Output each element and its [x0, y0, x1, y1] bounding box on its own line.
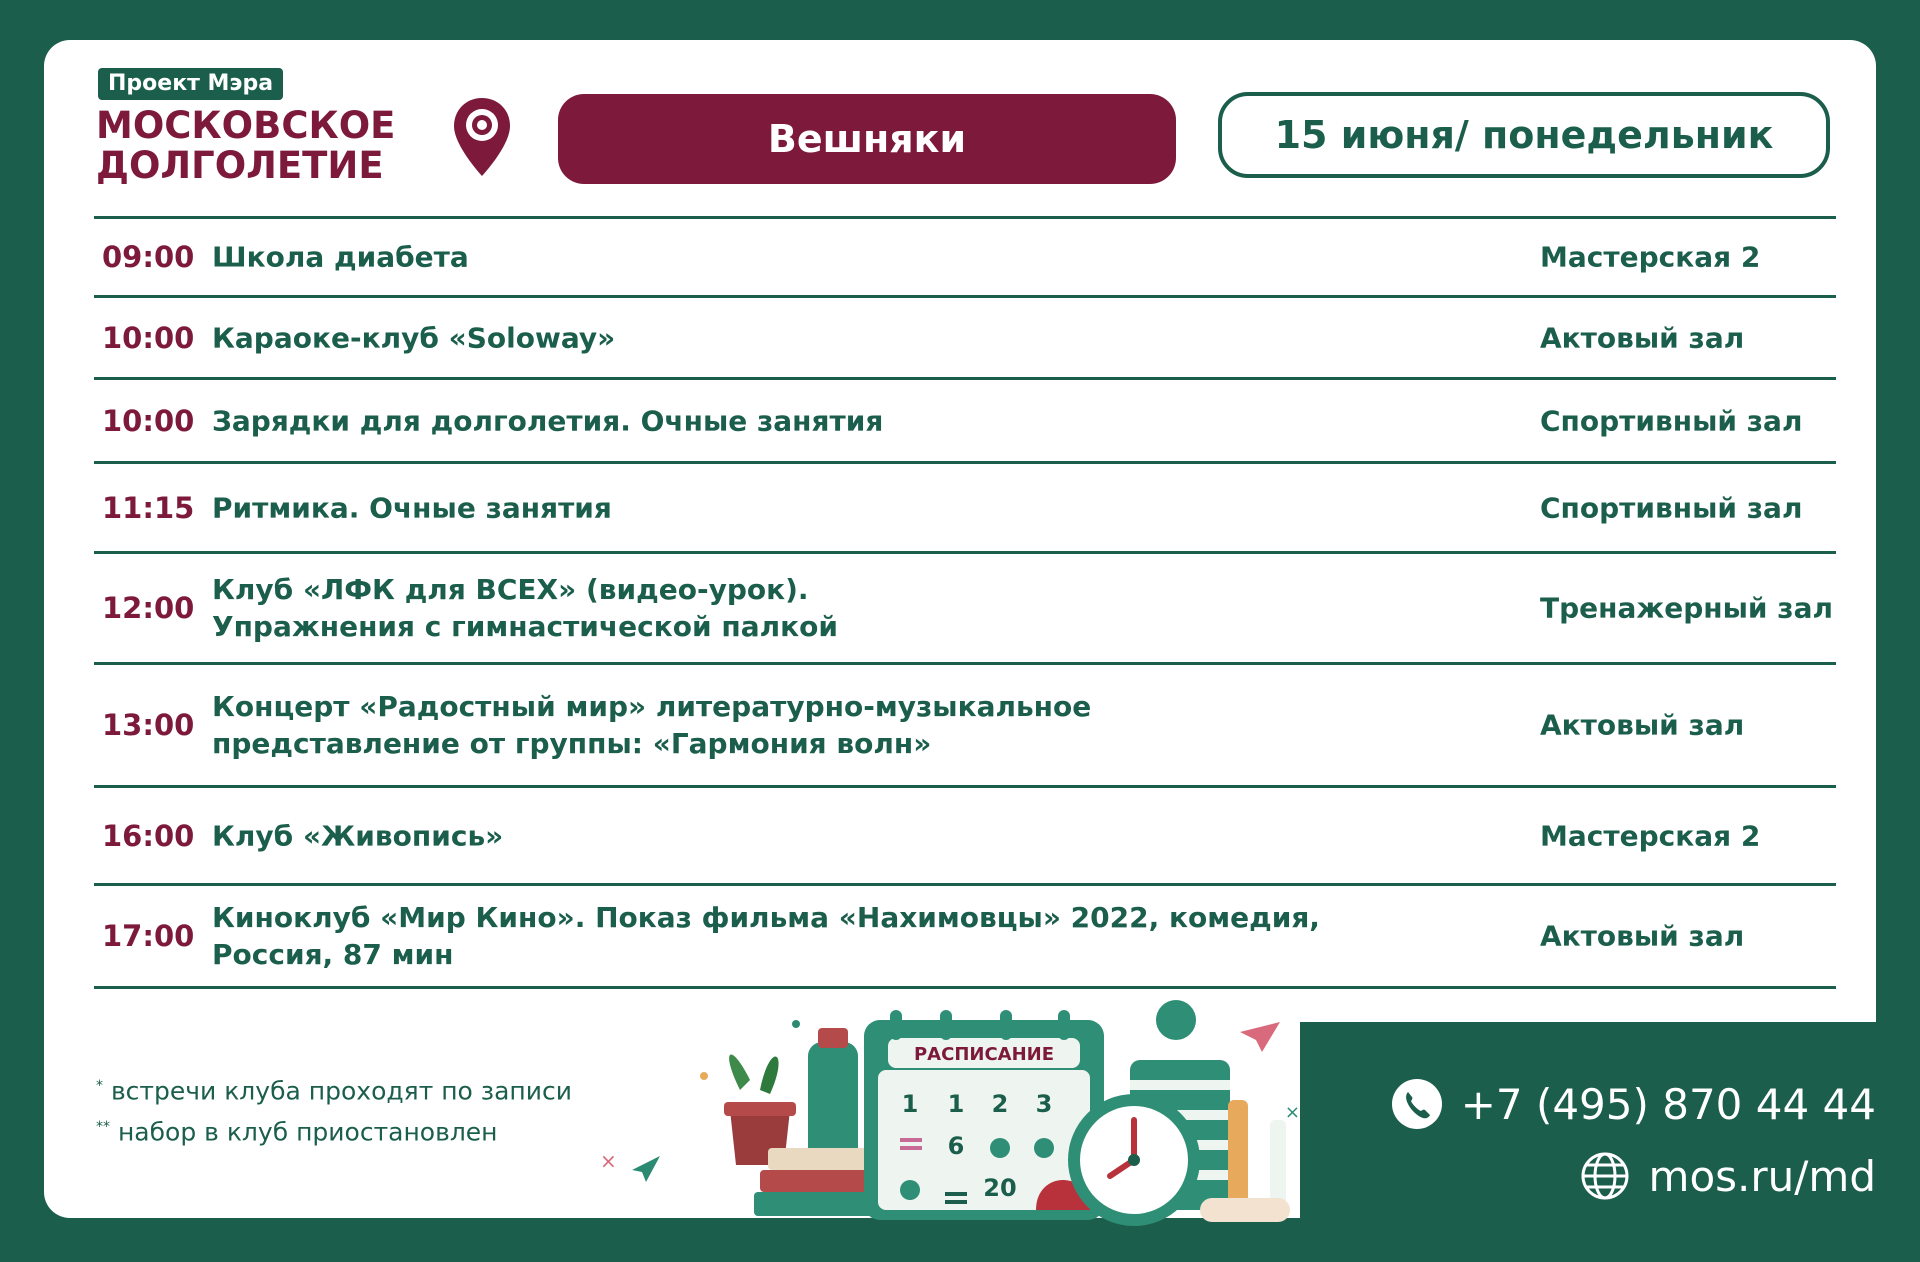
- globe-icon: [1579, 1150, 1631, 1202]
- svg-text:1: 1: [947, 1090, 965, 1118]
- svg-text:1: 1: [901, 1090, 919, 1118]
- event-time: 11:15: [102, 490, 195, 525]
- paper-plane-icon: [632, 1156, 660, 1182]
- svg-text:РАСПИСАНИЕ: РАСПИСАНИЕ: [913, 1044, 1055, 1065]
- event-time: 13:00: [102, 708, 195, 742]
- event-time: 16:00: [102, 818, 195, 853]
- logo-line-2: ДОЛГОЛЕТИЕ: [96, 144, 384, 187]
- event-room: Актовый зал: [1540, 708, 1745, 742]
- contact-panel: [1300, 1022, 1920, 1262]
- event-title: Ритмика. Очные занятия: [212, 491, 612, 524]
- svg-text:2: 2: [991, 1090, 1009, 1118]
- schedule-row: [94, 554, 1836, 665]
- website-contact: [1579, 1150, 1876, 1202]
- website-link[interactable]: mos.ru/md: [1648, 1151, 1876, 1201]
- phone-number: +7 (495) 870 44 44: [1460, 1079, 1876, 1129]
- svg-text:6: 6: [947, 1132, 965, 1160]
- logo: [96, 106, 395, 186]
- event-title: Школа диабета: [212, 240, 469, 274]
- event-title: Клуб «ЛФК для ВСЕХ» (видео-урок). Упражнения с гимнастической палкой: [212, 573, 838, 643]
- phone-contact: [1391, 1078, 1876, 1130]
- event-time: 17:00: [102, 919, 195, 953]
- schedule-illustration: [580, 970, 1300, 1230]
- event-title: Зарядки для долголетия. Очные занятия: [212, 404, 884, 437]
- footnote-2: [96, 1109, 572, 1150]
- event-time: 10:00: [102, 403, 195, 438]
- svg-text:3: 3: [1035, 1090, 1053, 1118]
- event-room: Актовый зал: [1540, 321, 1745, 354]
- svg-text:×: ×: [600, 1149, 617, 1173]
- event-room: Спортивный зал: [1540, 404, 1803, 437]
- event-room: Спортивный зал: [1540, 491, 1803, 524]
- event-room: Мастерская 2: [1540, 819, 1761, 852]
- paper-plane-icon: [1240, 1022, 1280, 1052]
- event-room: Актовый зал: [1540, 919, 1745, 953]
- schedule-table: [94, 216, 1836, 989]
- svg-text:20: 20: [983, 1174, 1017, 1202]
- event-time: 09:00: [102, 240, 195, 274]
- footnotes: [96, 1068, 572, 1151]
- footnote-1: [96, 1068, 572, 1109]
- footnote-text: встречи клуба проходят по записи: [110, 1076, 572, 1106]
- event-title: Клуб «Живопись»: [212, 819, 504, 852]
- footnote-text: набор в клуб приостановлен: [117, 1117, 498, 1147]
- event-title: Киноклуб «Мир Кино». Показ фильма «Нахимовцы» 2022, комедия, Россия, 87 мин: [212, 901, 1320, 971]
- event-room: Тренажерный зал: [1540, 591, 1833, 625]
- footnote-mark: *: [96, 1078, 103, 1094]
- footnote-mark: **: [96, 1119, 110, 1136]
- event-title: Концерт «Радостный мир» литературно-музыкальное представление от группы: «Гармония волн»: [212, 690, 1092, 760]
- schedule-row: [94, 380, 1836, 464]
- event-time: 12:00: [102, 591, 195, 625]
- schedule-row: [94, 464, 1836, 554]
- project-badge: Проект Мэра: [98, 68, 283, 100]
- schedule-row: [94, 298, 1836, 380]
- event-time: 10:00: [102, 320, 195, 355]
- date-label: 15 июня/ понедельник: [1218, 92, 1830, 178]
- schedule-row: [94, 665, 1836, 788]
- phone-icon: [1391, 1078, 1443, 1130]
- event-room: Мастерская 2: [1540, 240, 1761, 274]
- event-title: Караоке-клуб «Soloway»: [212, 321, 616, 354]
- schedule-row: [94, 219, 1836, 298]
- svg-text:×: ×: [1284, 1102, 1300, 1123]
- schedule-row: [94, 788, 1836, 886]
- location-pin-icon: [452, 96, 512, 178]
- district-label: Вешняки: [558, 94, 1176, 184]
- logo-line-1: МОСКОВСКОЕ: [96, 104, 396, 147]
